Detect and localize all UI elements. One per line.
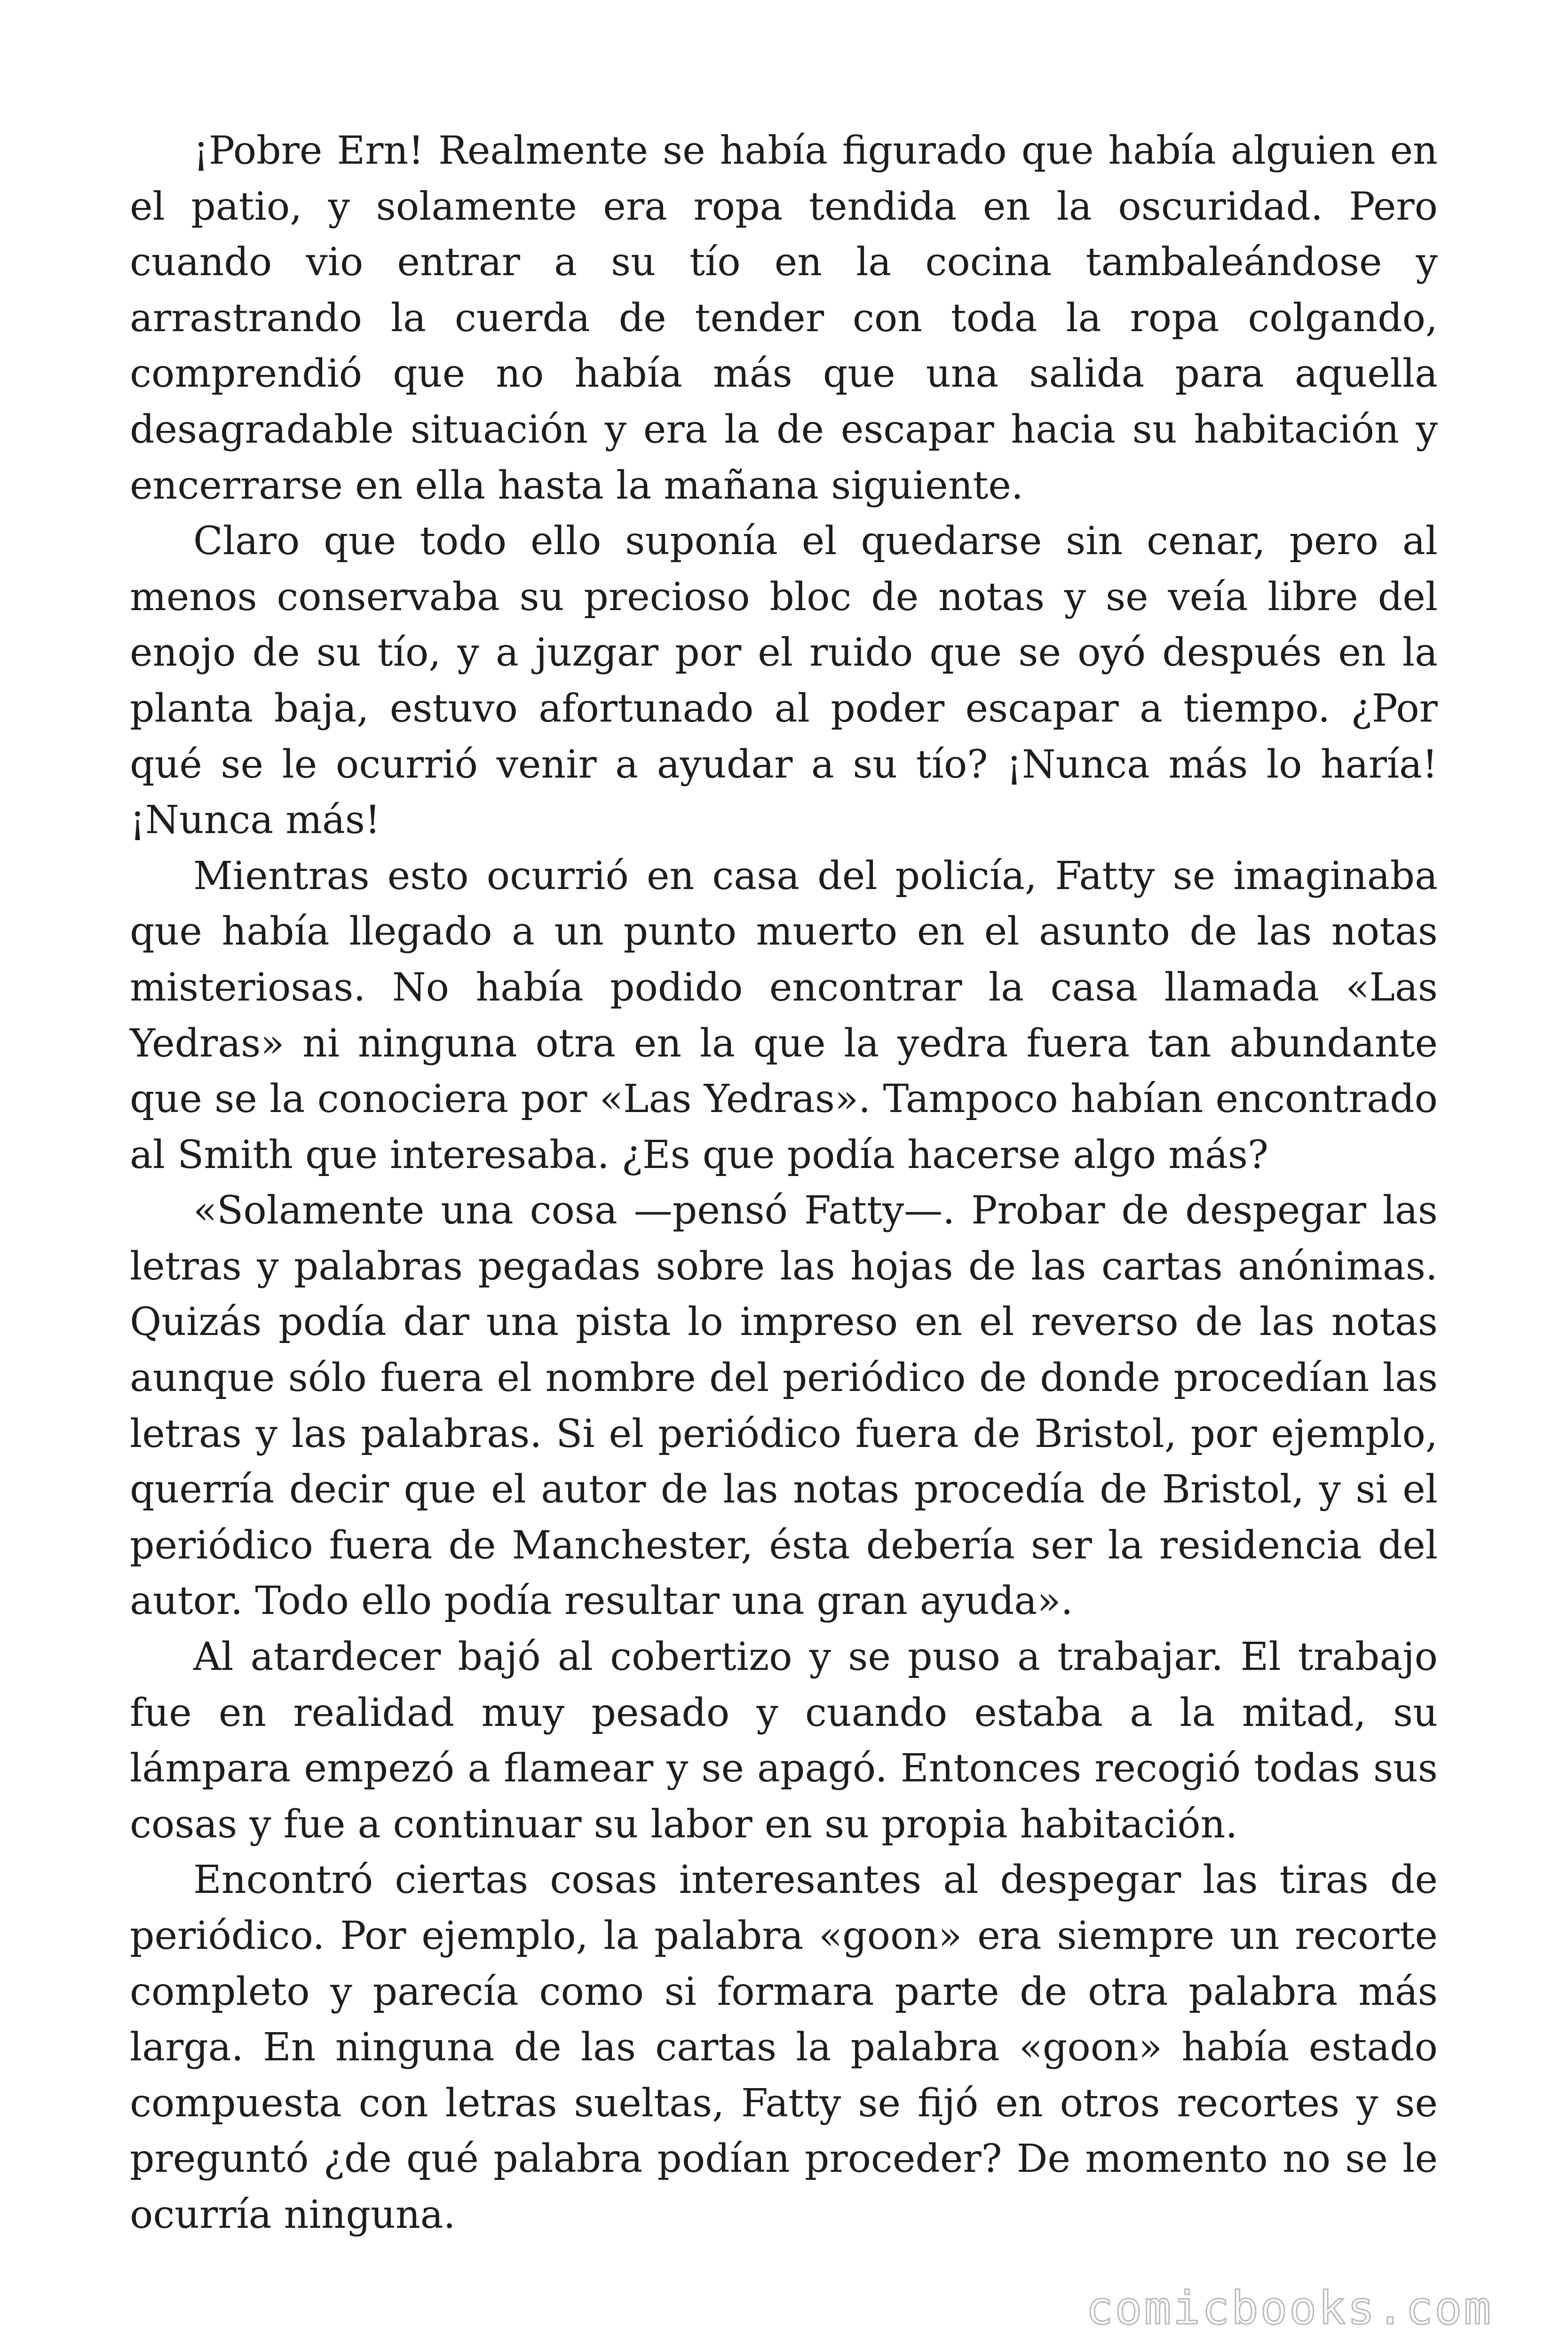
paragraph-3: Mientras esto ocurrió en casa del policía, Fatty se imaginaba que había llegado a un punto muerto en el asunto de las notas misteriosas. No había podido encontrar la casa llamada «Las Yedras» ni ninguna otra en la que la yedra fuera tan abundante que se la conociera por «Las Yedras». Tampoco habían encontrado al Smith que interesaba. ¿Es que podía hacerse algo más? xyxy=(130,853,1438,1177)
site-watermark: comicbooks.com xyxy=(1085,2282,1493,2335)
paragraph-6: Encontró ciertas cosas interesantes al despegar las tiras de periódico. Por ejemplo, la palabra «goon» era siempre un recorte completo y parecía como si formara parte de otra palabra más larga. En ninguna de las cartas la palabra «goon» había estado compuesta con letras sueltas, Fatty se fijó en otros recortes y se preguntó ¿de qué palabra podían proceder? De momento no se le ocurría ninguna. xyxy=(130,1858,1438,2237)
paragraph-4: «Solamente una cosa —pensó Fatty—. Probar de despegar las letras y palabras pegadas sobre las hojas de las cartas anónimas. Quizás podía dar una pista lo impreso en el reverso de las notas aunque sólo fuera el nombre del periódico de donde procedían las letras y las palabras. Si el periódico fuera de Bristol, por ejemplo, querría decir que el autor de las notas procedía de Bristol, y si el periódico fuera de Manchester, ésta debería ser la residencia del autor. Todo ello podía resultar una gran ayuda». xyxy=(130,1188,1438,1624)
paragraph-1: ¡Pobre Ern! Realmente se había figurado que había alguien en el patio, y solamente era ropa tendida en la oscuridad. Pero cuando vio entrar a su tío en la cocina tambaleándose y arrastrando la cuerda de tender con toda la ropa colgando, comprendió que no había más que una salida para aquella desagradable situación y era la de escapar hacia su habitación y encerrarse en ella hasta la mañana siguiente. xyxy=(130,128,1438,508)
paragraph-5: Al atardecer bajó al cobertizo y se puso a trabajar. El trabajo fue en realidad muy pesado y cuando estaba a la mitad, su lámpara empezó a flamear y se apagó. Entonces recogió todas sus cosas y fue a continuar su labor en su propia habitación. xyxy=(130,1635,1438,1847)
paragraph-2: Claro que todo ello suponía el quedarse sin cenar, pero al menos conservaba su precioso bloc de notas y se veía libre del enojo de su tío, y a juzgar por el ruido que se oyó después en la planta baja, estuvo afortunado al poder escapar a tiempo. ¿Por qué se le ocurrió venir a ayudar a su tío? ¡Nunca más lo haría! ¡Nunca más! xyxy=(130,519,1438,843)
page-body-text xyxy=(130,123,1438,2243)
